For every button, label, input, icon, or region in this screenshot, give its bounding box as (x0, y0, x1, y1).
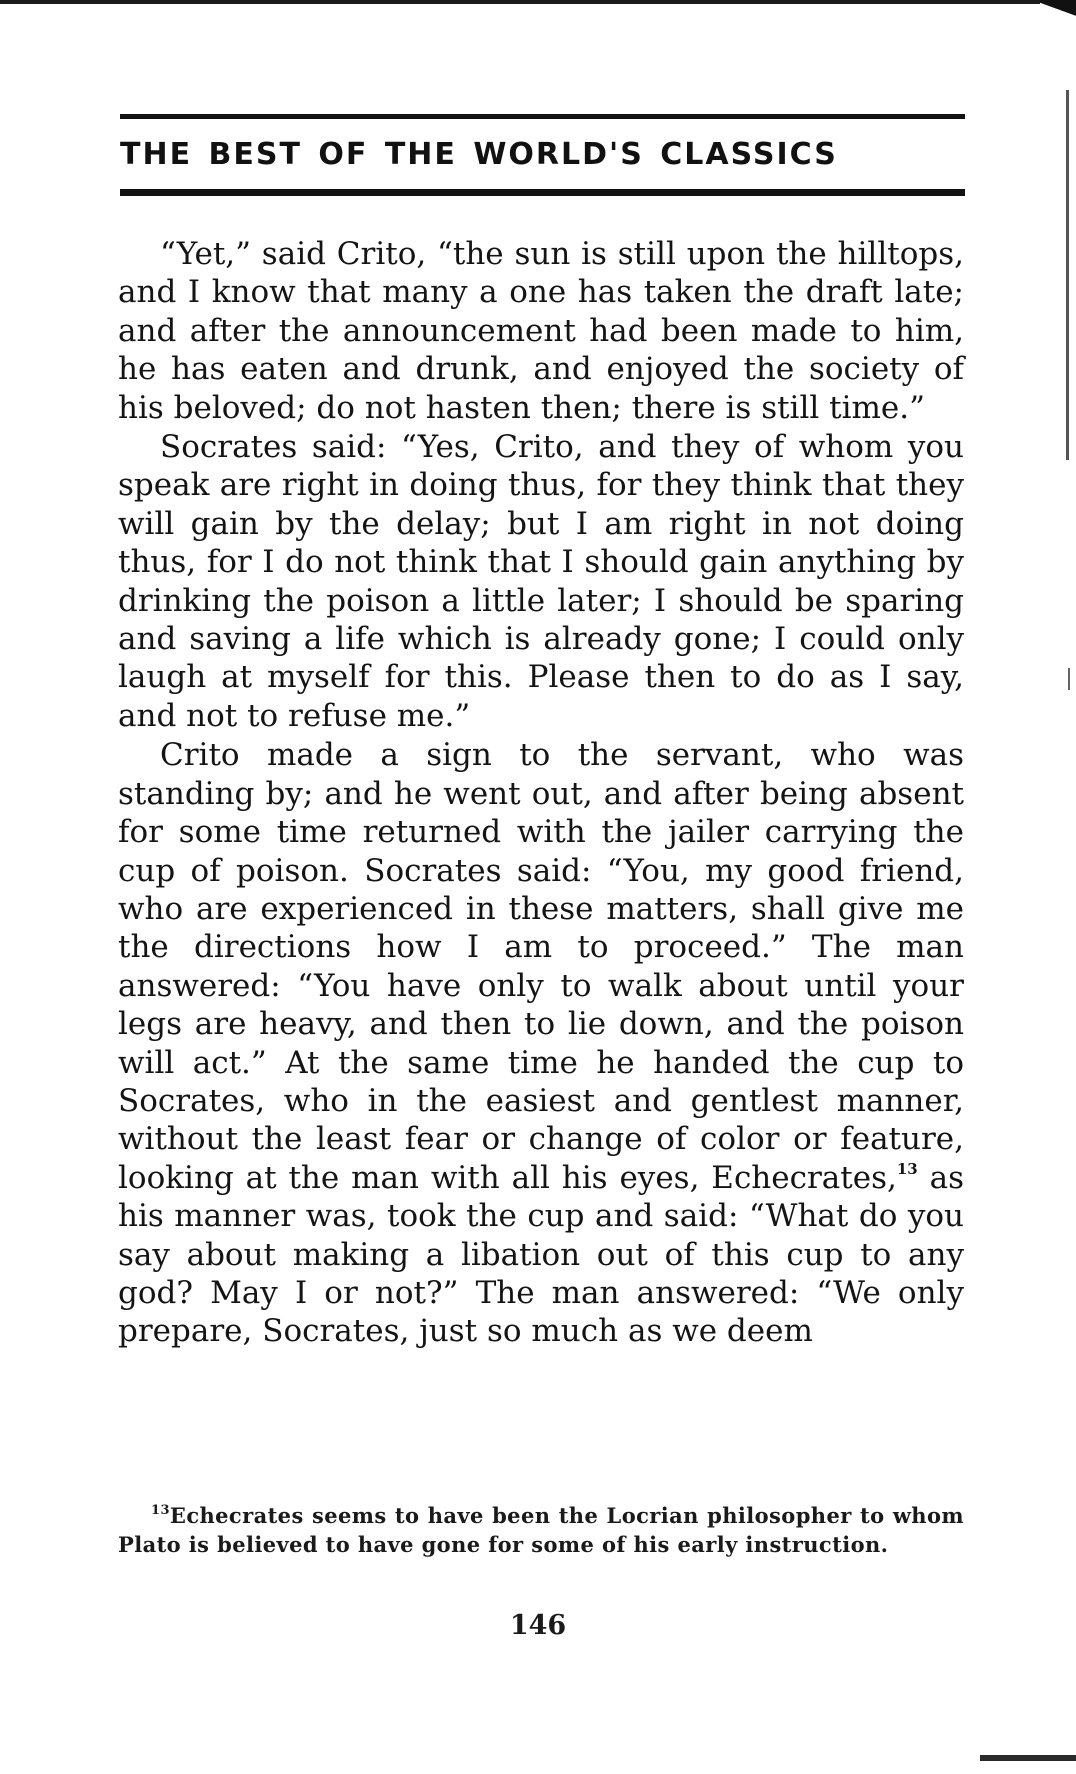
page-number: 146 (509, 1610, 567, 1641)
header-rule-top (120, 114, 965, 119)
scan-edge-mark (1068, 668, 1070, 690)
running-head: THE BEST OF THE WORLD'S CLASSICS (120, 137, 838, 172)
footnote-reference[interactable]: 13 (896, 1159, 918, 1178)
paragraph: “Yet,” said Crito, “the sun is still upon the hilltops, and I know that many a one has taken the draft late; and after the announcement had been made to him, he has eaten and drunk, and enjoyed the society of his beloved; do not hasten then; there is still time.” (118, 236, 964, 426)
footnote-marker: 13 (151, 1503, 170, 1518)
scan-edge-bottom (980, 1755, 1076, 1761)
scan-edge-right (1066, 90, 1069, 460)
scan-edge-top (0, 0, 1040, 4)
paragraph-text: Crito made a sign to the servant, who was standing by; and he went out, and after being absent for some time returned with the jailer carrying the cup of poison. Socrates said: “You, my good friend, who are experienced in these matters, shall give me the directions how I am to proceed.” The man answered: “You have only to walk about until your legs are heavy, and then to lie down, and the poison will act.” At the same time he handed the cup to Socrates, who in the easiest and gentlest manner, without the least fear or change of color or feature, looking at the man with all his eyes, Echecrates, (118, 737, 964, 1196)
paragraph (118, 736, 964, 1351)
paragraph-text: as his manner was, took the cup and said: “What do you say about making a libation out of this cup to any god? May I or not?” The man answered: “We only prepare, Socrates, just so much as we deem (118, 1159, 964, 1350)
page-header (120, 114, 965, 196)
paragraph: Socrates said: “Yes, Crito, and they of whom you speak are right in doing thus, for they think that they will gain by the delay; but I am right in not doing thus, for I do not think that I should gain anything by drinking the poison a little later; I should be sparing and saving a life which is already gone; I could only laugh at myself for this. Please then to do as I say, and not to refuse me.” (118, 429, 964, 734)
footnote (118, 1501, 964, 1559)
footnote-text: Echecrates seems to have been the Locrian philosopher to whom Plato is believed to have gone for some of his early instruction. (118, 1503, 964, 1557)
body-text (118, 235, 964, 1351)
header-rule-bottom (120, 189, 965, 196)
scan-corner-mark (1040, 0, 1076, 26)
